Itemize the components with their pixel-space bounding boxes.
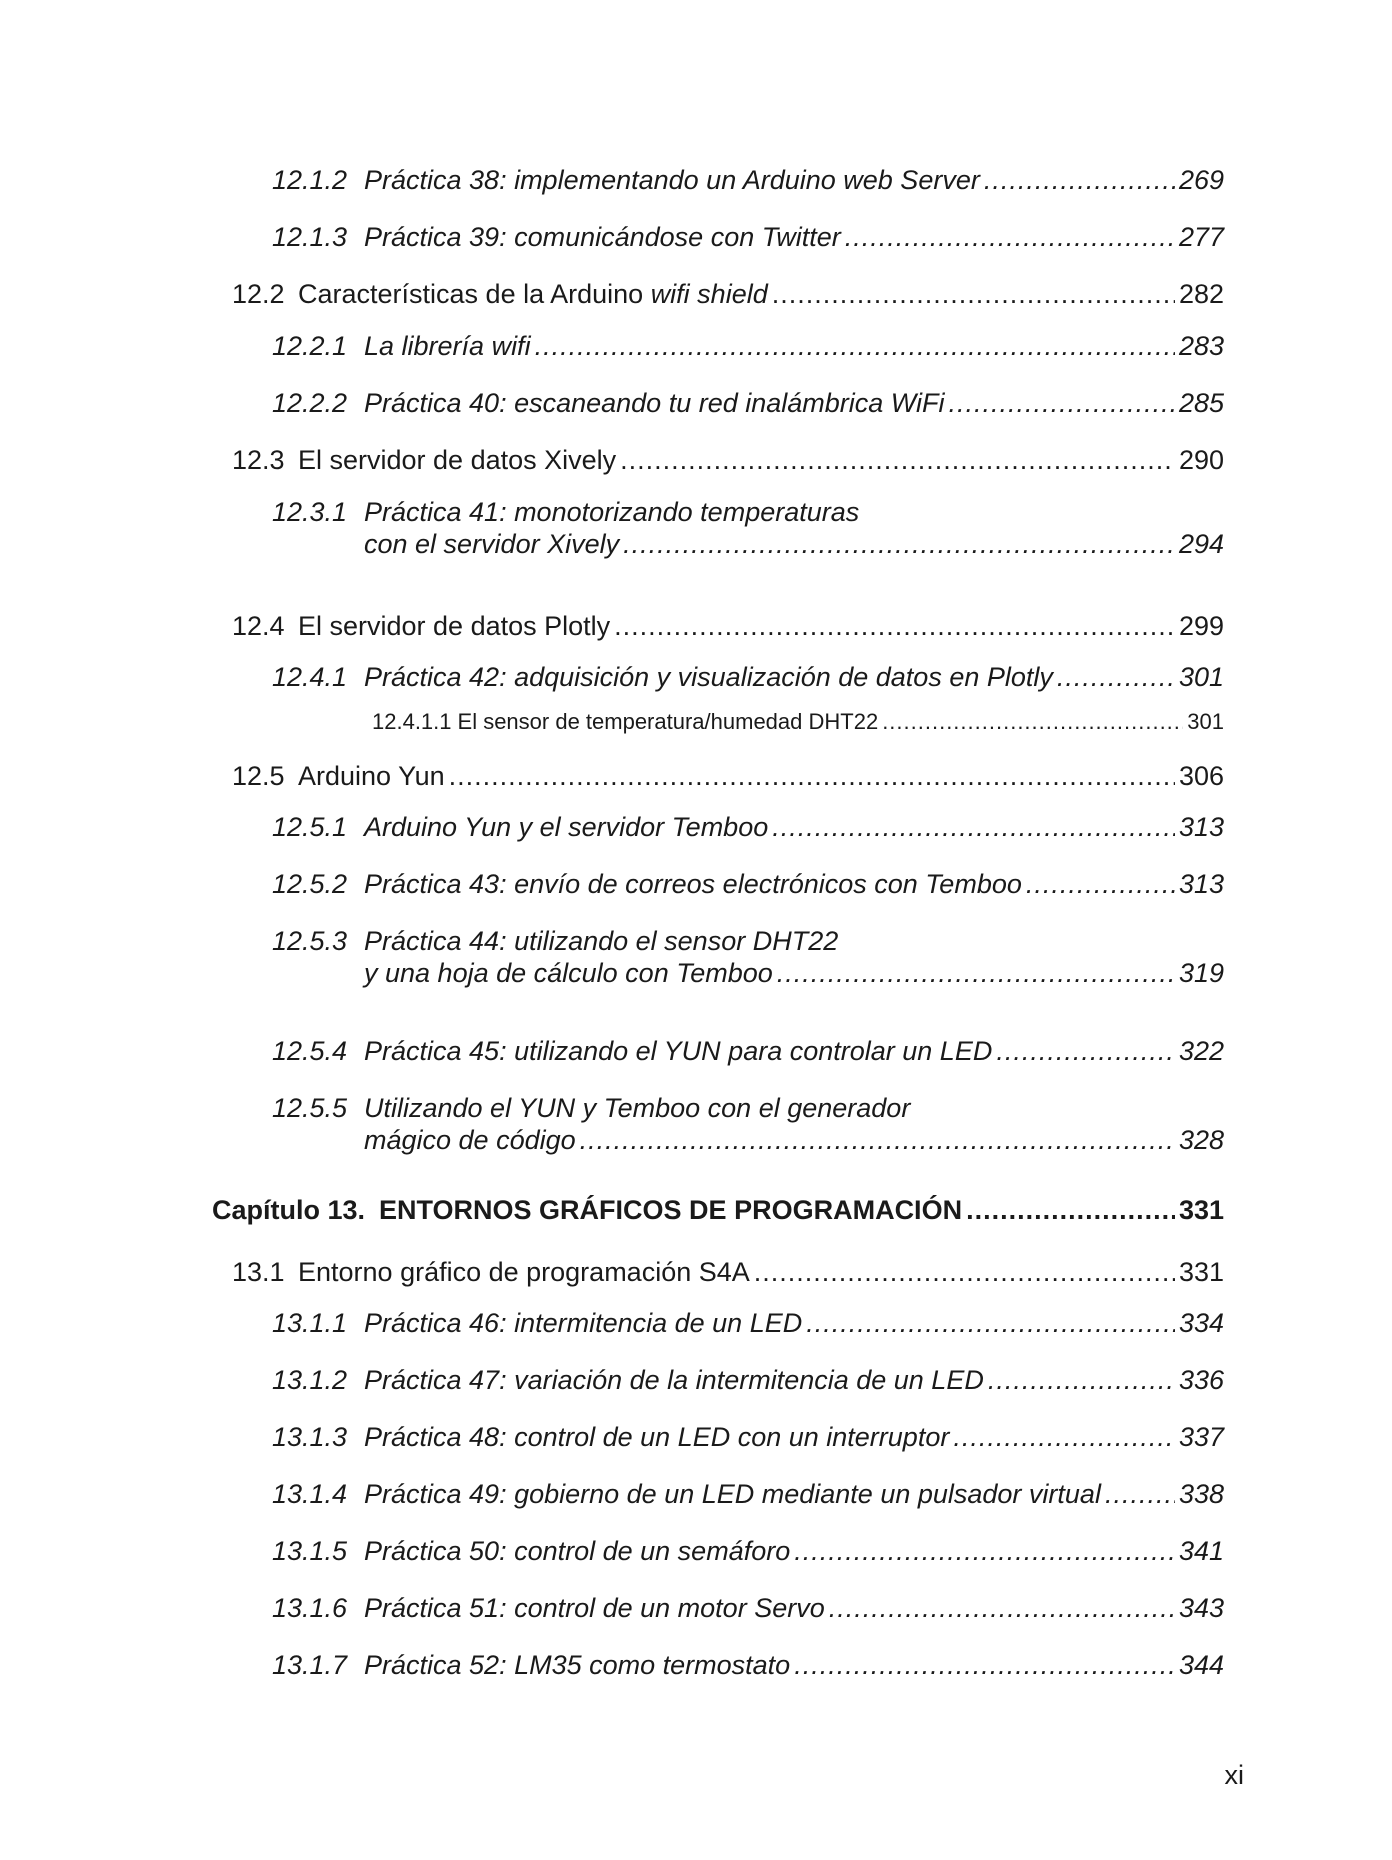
entry-number: 12.4.1.1 [372,709,452,734]
entry-title-text: Práctica 39: comunicándose con Twitter [364,222,841,252]
toc-entry[interactable] [232,444,1224,476]
toc-entry[interactable] [232,1256,1224,1288]
entry-number: 13.1.7 [272,1650,348,1680]
entry-number: 13.1.6 [272,1593,348,1623]
toc-entry[interactable] [272,496,1224,561]
toc-entry[interactable] [212,1194,1224,1226]
entry-title-text: Práctica 51: control de un motor Servo [364,1593,825,1623]
entry-title-text: Práctica 45: utilizando el YUN para controlar un LED [364,1036,993,1066]
entry-page-number: 331 [1178,1257,1224,1287]
entry-title-continuation: y una hoja de cálculo con Temboo [364,958,773,989]
entry-page-number: 294 [1178,529,1224,560]
entry-number: 13.1.4 [272,1479,348,1509]
entry-number: 12.2.1 [272,331,348,361]
entry-page-number: 269 [1178,165,1224,195]
entry-title-text: El servidor de datos Plotly [298,611,611,641]
entry-title [364,868,1022,900]
entry-page-number: 344 [1178,1650,1224,1680]
entry-first-line [272,496,1224,528]
dot-leader [794,1649,1175,1681]
entry-title [364,1364,984,1396]
entry-number: 13.1.2 [272,1365,348,1395]
toc-entry[interactable] [272,1092,1224,1157]
toc-entry[interactable] [272,1478,1224,1510]
dot-leader [966,1194,1175,1226]
entry-title-text: Práctica 40: escaneando tu red inalámbrica WiFi [364,388,945,418]
entry-page-number: 282 [1178,279,1224,309]
entry-number: 13.1.1 [272,1308,348,1338]
entry-title-emphasis: wifi shield [650,279,768,309]
entry-first-line [272,1092,1224,1124]
dot-leader [772,811,1175,843]
toc-entry[interactable] [232,278,1224,310]
entry-title [364,497,859,527]
entry-number: 12.2.2 [272,388,348,418]
entry-title [364,1592,825,1624]
entry-title-text: Práctica 43: envío de correos electrónicos con Temboo [364,869,1022,899]
entry-title-text: Práctica 50: control de un semáforo [364,1536,791,1566]
entry-title [364,926,838,956]
entry-title [364,164,980,196]
toc-entry[interactable] [232,610,1224,642]
entry-title [458,709,879,735]
entry-title-text: Práctica 41: monotorizando temperaturas [364,497,860,527]
dot-leader [1026,868,1175,900]
entry-page-number: 328 [1178,1125,1224,1156]
entry-title [298,610,610,642]
entry-number: 12.5.5 [272,1093,348,1123]
entry-page-number: 336 [1178,1365,1224,1395]
entry-page-number: 306 [1178,761,1224,791]
entry-page-number: 301 [1187,709,1224,734]
entry-number: 12.5.2 [272,869,348,899]
dot-leader [988,1364,1175,1396]
entry-title-text: Práctica 48: control de un LED con un interruptor [364,1422,950,1452]
entry-page-number: 313 [1178,812,1224,842]
entry-title-continuation: con el servidor Xively [364,529,620,560]
entry-title [364,1535,790,1567]
toc-entry[interactable] [272,164,1224,196]
entry-page-number: 285 [1178,388,1224,418]
dot-leader [996,1035,1175,1067]
entry-title-text: Práctica 49: gobierno de un LED mediante un pulsador virtual [364,1479,1101,1509]
page-number: xi [1224,1760,1244,1790]
entry-title-text: El servidor de datos Xively [298,445,617,475]
entry-title-text: Práctica 52: LM35 como termostato [364,1650,791,1680]
entry-page-number: 334 [1178,1308,1224,1338]
toc-entry[interactable] [272,811,1224,843]
entry-number: 12.4 [232,611,285,641]
entry-title [364,661,1053,693]
entry-page-number: 299 [1178,611,1224,641]
entry-number: 13.1.5 [272,1536,348,1566]
entry-title-text: Características de la Arduino [298,279,651,309]
entry-title-continuation: mágico de código [364,1125,576,1156]
entry-title [298,760,445,792]
toc-entry[interactable] [272,1421,1224,1453]
entry-number: 12.4.1 [272,662,348,692]
entry-title-text: Arduino Yun [298,761,445,791]
dot-leader [772,278,1175,310]
entry-second-line [272,957,1224,989]
toc-entry[interactable] [272,1364,1224,1396]
dot-leader [953,1421,1175,1453]
entry-title [364,1421,949,1453]
entry-number: 12.1.3 [272,222,348,252]
dot-leader [806,1307,1175,1339]
dot-leader [754,1256,1175,1288]
dot-leader [777,957,1175,989]
entry-title [298,444,616,476]
entry-title [379,1194,962,1226]
entry-number: 12.5 [232,761,285,791]
entry-number: 12.1.2 [272,165,348,195]
dot-leader [882,709,1183,735]
dot-leader [845,221,1175,253]
entry-number: 12.3.1 [272,497,348,527]
entry-title-text: La librería wifi [364,331,531,361]
dot-leader [620,444,1175,476]
dot-leader [449,760,1175,792]
entry-first-line [272,925,1224,957]
dot-leader [794,1535,1175,1567]
entry-title [364,1035,992,1067]
entry-page-number: 331 [1178,1195,1224,1225]
toc-entry[interactable] [272,221,1224,253]
dot-leader [1105,1478,1175,1510]
entry-number: Capítulo 13. [212,1195,366,1225]
entry-page-number: 313 [1178,869,1224,899]
entry-title [298,1256,750,1288]
dot-leader [949,387,1175,419]
entry-title-text: Práctica 42: adquisición y visualización de datos en Plotly [364,662,1053,692]
entry-title-text: Práctica 47: variación de la intermitencia de un LED [364,1365,984,1395]
entry-title-text: Utilizando el YUN y Temboo con el generador [364,1093,911,1123]
dot-leader [984,164,1175,196]
entry-page-number: 343 [1178,1593,1224,1623]
toc-entry[interactable] [272,1592,1224,1624]
entry-page-number: 290 [1178,445,1224,475]
dot-leader [829,1592,1175,1624]
entry-title [364,1649,790,1681]
toc-entry[interactable] [272,661,1224,693]
dot-leader [614,610,1175,642]
entry-title-text: Arduino Yun y el servidor Temboo [364,812,769,842]
dot-leader [1057,661,1175,693]
entry-page-number: 319 [1178,958,1224,989]
entry-title [364,1307,802,1339]
entry-page-number: 277 [1178,222,1224,252]
toc-entry[interactable] [272,1035,1224,1067]
toc-entry[interactable] [372,709,1224,735]
dot-leader [535,330,1175,362]
entry-number: 13.1 [232,1257,285,1287]
entry-title-text: ENTORNOS GRÁFICOS DE PROGRAMACIÓN [379,1195,963,1225]
toc-entry[interactable] [272,1649,1224,1681]
entry-page-number: 337 [1178,1422,1224,1452]
entry-title-text: Práctica 46: intermitencia de un LED [364,1308,803,1338]
entry-second-line [272,1124,1224,1156]
entry-title-text: Práctica 38: implementando un Arduino web Server [364,165,980,195]
entry-page-number: 283 [1178,331,1224,361]
entry-page-number: 301 [1178,662,1224,692]
entry-page-number: 341 [1178,1536,1224,1566]
dot-leader [580,1124,1175,1156]
toc-entry[interactable] [272,868,1224,900]
entry-number: 12.3 [232,445,285,475]
dot-leader [623,528,1175,560]
entry-title-text: Entorno gráfico de programación S4A [298,1257,750,1287]
entry-title [364,221,841,253]
entry-title [364,387,945,419]
entry-number: 12.5.3 [272,926,348,956]
entry-second-line [272,528,1224,560]
entry-title [364,1093,910,1123]
toc-entry[interactable] [232,760,1224,792]
entry-number: 12.5.4 [272,1036,348,1066]
entry-page-number: 322 [1178,1036,1224,1066]
entry-number: 12.2 [232,279,285,309]
entry-title [298,278,768,310]
toc-entry[interactable] [272,1307,1224,1339]
entry-title [364,811,768,843]
entry-title-text: El sensor de temperatura/humedad DHT22 [457,709,879,734]
toc-entry[interactable] [272,925,1224,990]
entry-number: 12.5.1 [272,812,348,842]
entry-title-text: Práctica 44: utilizando el sensor DHT22 [364,926,839,956]
entry-number: 13.1.3 [272,1422,348,1452]
entry-title [364,330,531,362]
toc-entry[interactable] [272,387,1224,419]
toc-entry[interactable] [272,330,1224,362]
entry-page-number: 338 [1178,1479,1224,1509]
entry-title [364,1478,1101,1510]
toc-entry[interactable] [272,1535,1224,1567]
